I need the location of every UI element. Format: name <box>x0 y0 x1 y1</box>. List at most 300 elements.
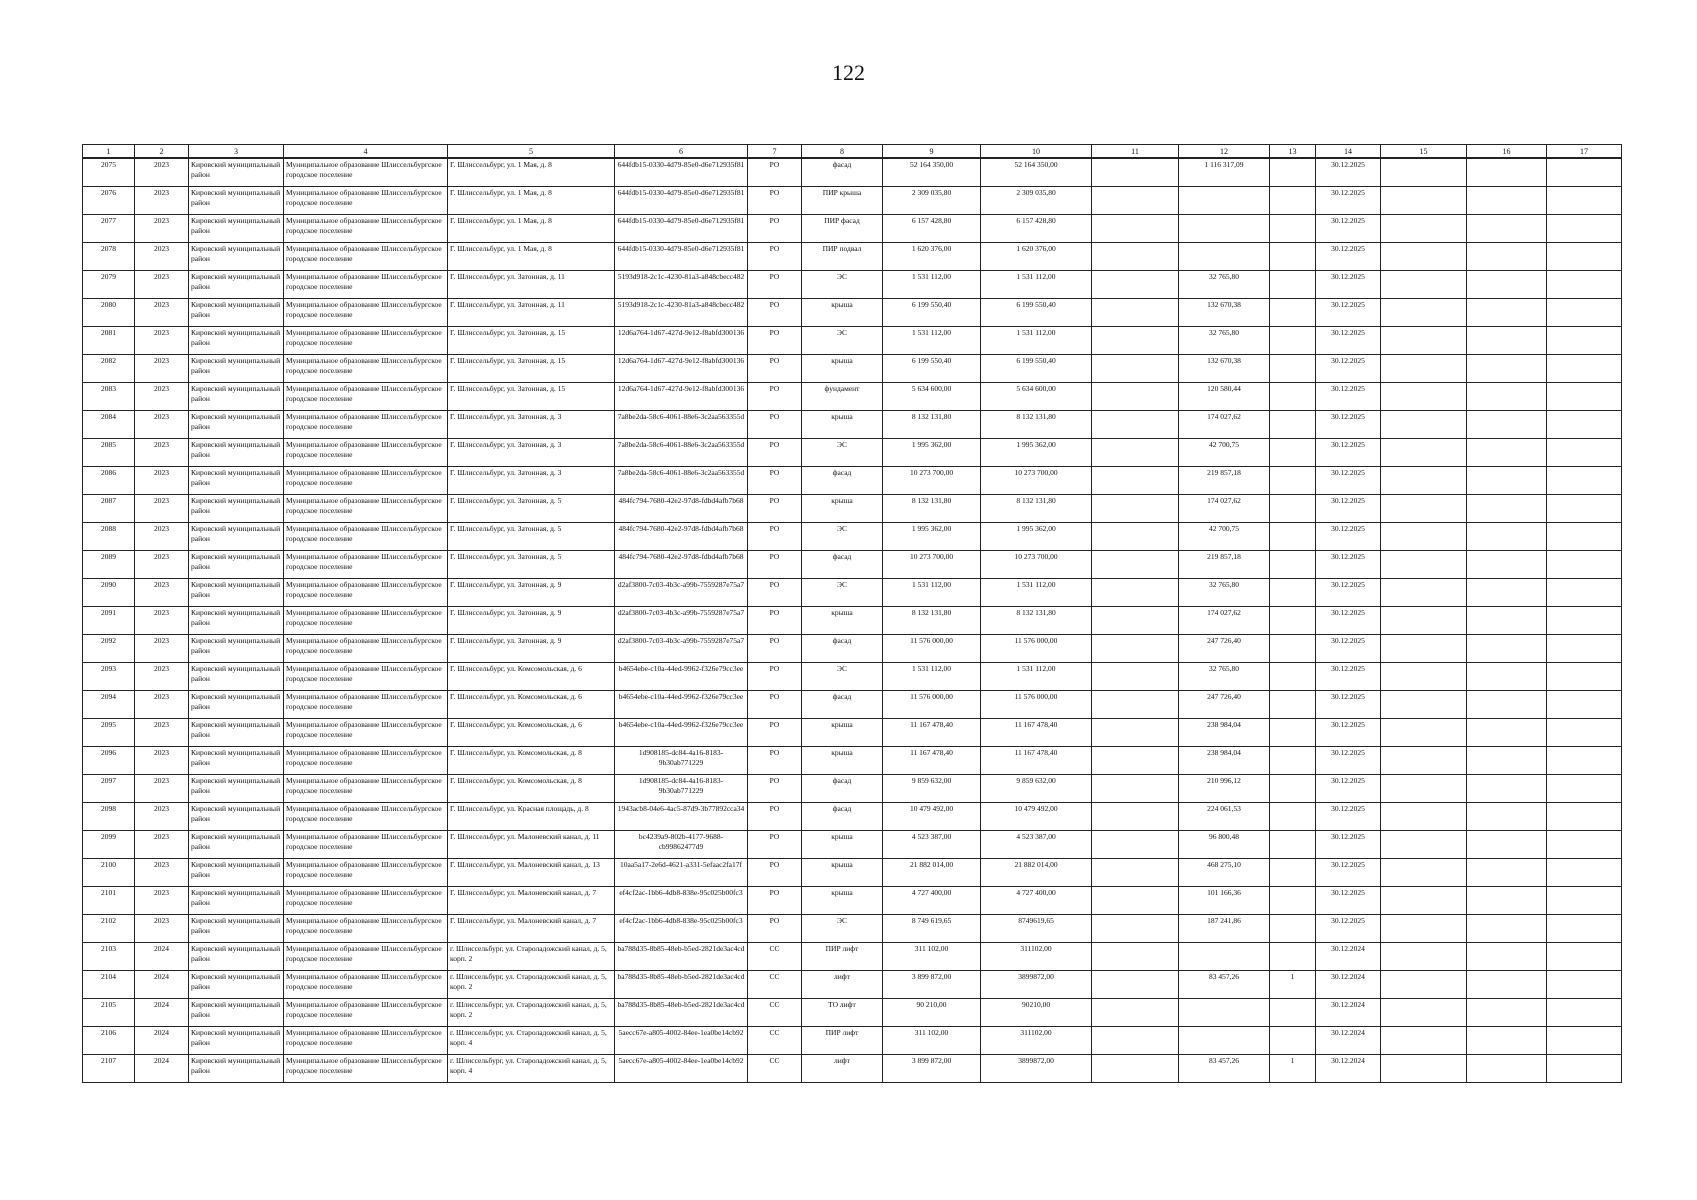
cell-house-guid: d2af3800-7c03-4b3c-a99b-7559287e75a7 <box>615 607 748 635</box>
cell-col-17 <box>1547 158 1622 187</box>
cell-house-guid: 10aa5a17-2e6d-4621-a331-5efaac2fa17f <box>615 859 748 887</box>
cell-col-15 <box>1381 999 1467 1027</box>
column-header-3: 3 <box>189 145 284 159</box>
cell-col-15 <box>1381 859 1467 887</box>
cell-municipality: Муниципальное образование Шлиссельбургское городское поселение <box>284 327 448 355</box>
cell-district: Кировский муниципальный район <box>189 803 284 831</box>
cell-col-17 <box>1547 747 1622 775</box>
cell-address: Г. Шлиссельбург, ул. Затонная, д. 3 <box>448 439 615 467</box>
table-row <box>83 663 1622 691</box>
cell-work-type: фасад <box>802 635 883 663</box>
cell-year: 2023 <box>135 691 189 719</box>
table-row <box>83 495 1622 523</box>
cell-address: Г. Шлиссельбург, ул. Малоневский канал, д. 7 <box>448 887 615 915</box>
cell-amount: 238 984,04 <box>1179 719 1270 747</box>
cell-cost-total: 8 132 131,80 <box>981 607 1092 635</box>
cell-municipality: Муниципальное образование Шлиссельбургское городское поселение <box>284 215 448 243</box>
cell-work-type: фасад <box>802 775 883 803</box>
cell-work-type: фундамент <box>802 383 883 411</box>
column-header-8: 8 <box>802 145 883 159</box>
cell-municipality: Муниципальное образование Шлиссельбургское городское поселение <box>284 523 448 551</box>
cell-address: Г. Шлиссельбург, ул. Малоневский канал, д. 7 <box>448 915 615 943</box>
cell-work-type: ПИР подвал <box>802 243 883 271</box>
cell-year: 2023 <box>135 327 189 355</box>
cell-cost: 11 167 478,40 <box>883 719 981 747</box>
cell-municipality: Муниципальное образование Шлиссельбургское городское поселение <box>284 663 448 691</box>
column-header-1: 1 <box>83 145 135 159</box>
cell-amount <box>1179 999 1270 1027</box>
cell-col-11 <box>1092 579 1179 607</box>
cell-cost-total: 10 479 492,00 <box>981 803 1092 831</box>
table-row <box>83 355 1622 383</box>
cell-municipality: Муниципальное образование Шлиссельбургское городское поселение <box>284 719 448 747</box>
cell-cost-total: 52 164 350,00 <box>981 158 1092 187</box>
cell-cost: 4 727 400,00 <box>883 887 981 915</box>
cell-count <box>1270 999 1316 1027</box>
cell-col-15 <box>1381 551 1467 579</box>
cell-count <box>1270 943 1316 971</box>
cell-district: Кировский муниципальный район <box>189 523 284 551</box>
cell-house-guid: 12d6a764-1d67-427d-9e12-f8abfd300136 <box>615 355 748 383</box>
cell-col-11 <box>1092 158 1179 187</box>
cell-municipality: Муниципальное образование Шлиссельбургское городское поселение <box>284 747 448 775</box>
cell-row-number: 2101 <box>83 887 135 915</box>
cell-col-11 <box>1092 411 1179 439</box>
cell-col-15 <box>1381 271 1467 299</box>
cell-row-number: 2104 <box>83 971 135 999</box>
cell-district: Кировский муниципальный район <box>189 635 284 663</box>
cell-cost: 11 167 478,40 <box>883 747 981 775</box>
cell-deadline: 30.12.2025 <box>1316 579 1381 607</box>
cell-col-16 <box>1467 355 1547 383</box>
cell-col-17 <box>1547 1027 1622 1055</box>
cell-count <box>1270 439 1316 467</box>
cell-work-type: крыша <box>802 495 883 523</box>
cell-year: 2023 <box>135 635 189 663</box>
cell-col-15 <box>1381 831 1467 859</box>
cell-col-11 <box>1092 999 1179 1027</box>
cell-row-number: 2096 <box>83 747 135 775</box>
cell-col-15 <box>1381 607 1467 635</box>
cell-col-15 <box>1381 355 1467 383</box>
table-row <box>83 831 1622 859</box>
cell-year: 2023 <box>135 495 189 523</box>
cell-district: Кировский муниципальный район <box>189 551 284 579</box>
cell-cost: 1 995 362,00 <box>883 523 981 551</box>
cell-house-guid: 7a8be2da-58c6-4061-88e6-3c2aa563355d <box>615 411 748 439</box>
cell-municipality: Муниципальное образование Шлиссельбургское городское поселение <box>284 495 448 523</box>
cell-col-15 <box>1381 747 1467 775</box>
cell-municipality: Муниципальное образование Шлиссельбургское городское поселение <box>284 1055 448 1083</box>
cell-address: Г. Шлиссельбург, ул. Малоневский канал, д. 13 <box>448 859 615 887</box>
cell-count <box>1270 663 1316 691</box>
cell-municipality: Муниципальное образование Шлиссельбургское городское поселение <box>284 551 448 579</box>
cell-amount: 83 457,26 <box>1179 1055 1270 1083</box>
cell-cost-total: 3899872,00 <box>981 1055 1092 1083</box>
cell-address: Г. Шлиссельбург, ул. Затонная, д. 11 <box>448 271 615 299</box>
cell-municipality: Муниципальное образование Шлиссельбургское городское поселение <box>284 971 448 999</box>
cell-type: РО <box>748 775 802 803</box>
cell-year: 2024 <box>135 999 189 1027</box>
cell-cost: 10 273 700,00 <box>883 551 981 579</box>
cell-cost: 2 309 035,80 <box>883 187 981 215</box>
cell-deadline: 30.12.2025 <box>1316 271 1381 299</box>
cell-cost-total: 10 273 700,00 <box>981 467 1092 495</box>
cell-type: РО <box>748 243 802 271</box>
table-row <box>83 943 1622 971</box>
cell-cost: 3 899 872,00 <box>883 1055 981 1083</box>
cell-house-guid: ba788d35-8b85-48eb-b5ed-2821de3ac4cd <box>615 999 748 1027</box>
cell-type: РО <box>748 859 802 887</box>
cell-house-guid: 12d6a764-1d67-427d-9e12-f8abfd300136 <box>615 383 748 411</box>
cell-count <box>1270 327 1316 355</box>
cell-col-16 <box>1467 971 1547 999</box>
cell-type: РО <box>748 887 802 915</box>
cell-col-15 <box>1381 411 1467 439</box>
table-row <box>83 383 1622 411</box>
cell-amount: 42 700,75 <box>1179 523 1270 551</box>
cell-district: Кировский муниципальный район <box>189 607 284 635</box>
cell-type: РО <box>748 271 802 299</box>
cell-col-16 <box>1467 299 1547 327</box>
cell-count <box>1270 523 1316 551</box>
table-row <box>83 1055 1622 1083</box>
cell-type: СС <box>748 943 802 971</box>
cell-col-11 <box>1092 439 1179 467</box>
cell-col-11 <box>1092 327 1179 355</box>
cell-house-guid: 5193d918-2c1c-4230-81a3-a848cbecc482 <box>615 299 748 327</box>
cell-row-number: 2087 <box>83 495 135 523</box>
cell-col-15 <box>1381 215 1467 243</box>
cell-work-type: крыша <box>802 887 883 915</box>
cell-amount: 174 027,62 <box>1179 495 1270 523</box>
cell-district: Кировский муниципальный район <box>189 747 284 775</box>
cell-district: Кировский муниципальный район <box>189 411 284 439</box>
table-row <box>83 299 1622 327</box>
cell-year: 2023 <box>135 915 189 943</box>
cell-work-type: ЭС <box>802 579 883 607</box>
column-header-11: 11 <box>1092 145 1179 159</box>
cell-col-17 <box>1547 243 1622 271</box>
cell-amount <box>1179 243 1270 271</box>
table-row <box>83 187 1622 215</box>
cell-cost-total: 11 167 478,40 <box>981 747 1092 775</box>
cell-row-number: 2084 <box>83 411 135 439</box>
table-header-row <box>83 145 1622 159</box>
cell-municipality: Муниципальное образование Шлиссельбургское городское поселение <box>284 439 448 467</box>
cell-deadline: 30.12.2024 <box>1316 1027 1381 1055</box>
cell-type: РО <box>748 215 802 243</box>
cell-district: Кировский муниципальный район <box>189 355 284 383</box>
cell-district: Кировский муниципальный район <box>189 943 284 971</box>
cell-count <box>1270 607 1316 635</box>
cell-address: г. Шлиссельбург, ул. Староладожский канал, д. 5, корп. 4 <box>448 1055 615 1083</box>
cell-amount: 132 670,38 <box>1179 299 1270 327</box>
cell-house-guid: ef4cf2ac-1bb6-4db8-838e-95c025b00fc3 <box>615 915 748 943</box>
cell-house-guid: 5aecc67e-a805-4002-84ee-1ea0be14cb92 <box>615 1055 748 1083</box>
cell-count <box>1270 187 1316 215</box>
cell-col-17 <box>1547 915 1622 943</box>
cell-row-number: 2102 <box>83 915 135 943</box>
cell-cost-total: 311102,00 <box>981 1027 1092 1055</box>
cell-house-guid: 484fc794-7680-42e2-97d8-fdbd4afb7b68 <box>615 495 748 523</box>
cell-row-number: 2100 <box>83 859 135 887</box>
cell-municipality: Муниципальное образование Шлиссельбургское городское поселение <box>284 915 448 943</box>
cell-col-17 <box>1547 803 1622 831</box>
cell-municipality: Муниципальное образование Шлиссельбургское городское поселение <box>284 355 448 383</box>
cell-cost-total: 11 576 000,00 <box>981 635 1092 663</box>
cell-year: 2024 <box>135 1027 189 1055</box>
cell-district: Кировский муниципальный район <box>189 271 284 299</box>
cell-col-15 <box>1381 158 1467 187</box>
cell-cost: 1 531 112,00 <box>883 663 981 691</box>
cell-col-15 <box>1381 691 1467 719</box>
cell-cost-total: 1 995 362,00 <box>981 523 1092 551</box>
cell-cost-total: 311102,00 <box>981 943 1092 971</box>
cell-house-guid: ba788d35-8b85-48eb-b5ed-2821de3ac4cd <box>615 943 748 971</box>
cell-municipality: Муниципальное образование Шлиссельбургское городское поселение <box>284 831 448 859</box>
cell-col-16 <box>1467 411 1547 439</box>
cell-count <box>1270 411 1316 439</box>
cell-count <box>1270 1027 1316 1055</box>
cell-deadline: 30.12.2025 <box>1316 691 1381 719</box>
cell-cost-total: 3899872,00 <box>981 971 1092 999</box>
cell-address: Г. Шлиссельбург, ул. Затонная, д. 9 <box>448 607 615 635</box>
cell-col-11 <box>1092 215 1179 243</box>
cell-year: 2023 <box>135 775 189 803</box>
cell-work-type: фасад <box>802 467 883 495</box>
cell-row-number: 2091 <box>83 607 135 635</box>
cell-count: 1 <box>1270 1055 1316 1083</box>
cell-work-type: крыша <box>802 299 883 327</box>
cell-municipality: Муниципальное образование Шлиссельбургское городское поселение <box>284 775 448 803</box>
cell-deadline: 30.12.2024 <box>1316 943 1381 971</box>
cell-col-17 <box>1547 775 1622 803</box>
cell-col-17 <box>1547 887 1622 915</box>
column-header-15: 15 <box>1381 145 1467 159</box>
cell-year: 2023 <box>135 579 189 607</box>
cell-year: 2023 <box>135 243 189 271</box>
cell-type: СС <box>748 999 802 1027</box>
cell-amount: 32 765,80 <box>1179 327 1270 355</box>
cell-deadline: 30.12.2025 <box>1316 439 1381 467</box>
cell-year: 2023 <box>135 215 189 243</box>
cell-year: 2023 <box>135 803 189 831</box>
cell-type: РО <box>748 607 802 635</box>
cell-district: Кировский муниципальный район <box>189 158 284 187</box>
cell-col-15 <box>1381 495 1467 523</box>
cell-work-type: крыша <box>802 719 883 747</box>
cell-address: Г. Шлиссельбург, ул. Комсомольская, д. 6 <box>448 663 615 691</box>
cell-district: Кировский муниципальный район <box>189 495 284 523</box>
cell-row-number: 2103 <box>83 943 135 971</box>
cell-house-guid: 1943acb8-04e6-4ac5-87d9-3b77892cca34 <box>615 803 748 831</box>
cell-cost-total: 2 309 035,80 <box>981 187 1092 215</box>
cell-col-16 <box>1467 1027 1547 1055</box>
cell-work-type: ЭС <box>802 663 883 691</box>
cell-cost-total: 6 157 428,80 <box>981 215 1092 243</box>
cell-year: 2023 <box>135 467 189 495</box>
cell-work-type: фасад <box>802 551 883 579</box>
cell-house-guid: 644fdb15-0330-4d79-85e0-d6e712935f81 <box>615 243 748 271</box>
cell-col-16 <box>1467 831 1547 859</box>
cell-row-number: 2083 <box>83 383 135 411</box>
cell-address: Г. Шлиссельбург, ул. Затонная, д. 3 <box>448 411 615 439</box>
cell-col-16 <box>1467 719 1547 747</box>
cell-cost-total: 1 995 362,00 <box>981 439 1092 467</box>
cell-municipality: Муниципальное образование Шлиссельбургское городское поселение <box>284 943 448 971</box>
cell-work-type: крыша <box>802 355 883 383</box>
cell-count <box>1270 467 1316 495</box>
table-row <box>83 411 1622 439</box>
table-row <box>83 439 1622 467</box>
cell-count <box>1270 215 1316 243</box>
cell-amount: 219 857,18 <box>1179 551 1270 579</box>
cell-amount: 238 984,04 <box>1179 747 1270 775</box>
cell-cost: 1 995 362,00 <box>883 439 981 467</box>
cell-deadline: 30.12.2025 <box>1316 607 1381 635</box>
cell-col-11 <box>1092 831 1179 859</box>
cell-row-number: 2081 <box>83 327 135 355</box>
cell-col-11 <box>1092 915 1179 943</box>
cell-municipality: Муниципальное образование Шлиссельбургское городское поселение <box>284 299 448 327</box>
cell-deadline: 30.12.2025 <box>1316 859 1381 887</box>
cell-count <box>1270 383 1316 411</box>
cell-cost: 3 899 872,00 <box>883 971 981 999</box>
cell-col-15 <box>1381 243 1467 271</box>
cell-municipality: Муниципальное образование Шлиссельбургское городское поселение <box>284 467 448 495</box>
cell-amount: 247 726,40 <box>1179 635 1270 663</box>
cell-col-15 <box>1381 887 1467 915</box>
cell-municipality: Муниципальное образование Шлиссельбургское городское поселение <box>284 187 448 215</box>
cell-col-17 <box>1547 1055 1622 1083</box>
cell-col-17 <box>1547 719 1622 747</box>
cell-year: 2023 <box>135 859 189 887</box>
cell-municipality: Муниципальное образование Шлиссельбургское городское поселение <box>284 999 448 1027</box>
cell-cost: 8 132 131,80 <box>883 495 981 523</box>
cell-amount <box>1179 215 1270 243</box>
cell-col-11 <box>1092 1027 1179 1055</box>
table-row <box>83 243 1622 271</box>
cell-row-number: 2092 <box>83 635 135 663</box>
cell-work-type: ЭС <box>802 327 883 355</box>
cell-cost-total: 21 882 014,00 <box>981 859 1092 887</box>
cell-address: Г. Шлиссельбург, ул. 1 Мая, д. 8 <box>448 243 615 271</box>
column-header-5: 5 <box>448 145 615 159</box>
cell-cost: 9 859 632,00 <box>883 775 981 803</box>
table-body <box>83 158 1622 1083</box>
cell-amount: 32 765,80 <box>1179 271 1270 299</box>
cell-cost-total: 8749619,65 <box>981 915 1092 943</box>
cell-col-15 <box>1381 1027 1467 1055</box>
cell-col-17 <box>1547 635 1622 663</box>
cell-year: 2023 <box>135 187 189 215</box>
cell-col-17 <box>1547 215 1622 243</box>
cell-type: РО <box>748 187 802 215</box>
cell-col-11 <box>1092 775 1179 803</box>
cell-row-number: 2099 <box>83 831 135 859</box>
cell-house-guid: 1d908185-dc84-4a16-8183-9b30ab771229 <box>615 747 748 775</box>
cell-row-number: 2105 <box>83 999 135 1027</box>
cell-col-16 <box>1467 327 1547 355</box>
cell-cost: 10 273 700,00 <box>883 467 981 495</box>
cell-type: РО <box>748 915 802 943</box>
table-row <box>83 775 1622 803</box>
cell-col-15 <box>1381 327 1467 355</box>
cell-house-guid: b4654ebe-c10a-44ed-9962-f326e79cc3ee <box>615 691 748 719</box>
cell-col-16 <box>1467 775 1547 803</box>
cell-type: РО <box>748 383 802 411</box>
cell-cost-total: 6 199 550,40 <box>981 355 1092 383</box>
cell-deadline: 30.12.2025 <box>1316 495 1381 523</box>
cell-col-11 <box>1092 1055 1179 1083</box>
cell-municipality: Муниципальное образование Шлиссельбургское городское поселение <box>284 803 448 831</box>
cell-type: РО <box>748 579 802 607</box>
cell-address: г. Шлиссельбург, ул. Староладожский канал, д. 5, корп. 2 <box>448 943 615 971</box>
cell-amount: 187 241,86 <box>1179 915 1270 943</box>
cell-count <box>1270 831 1316 859</box>
cell-house-guid: d2af3800-7c03-4b3c-a99b-7559287e75a7 <box>615 635 748 663</box>
column-header-12: 12 <box>1179 145 1270 159</box>
cell-address: Г. Шлиссельбург, ул. Затонная, д. 9 <box>448 579 615 607</box>
cell-col-11 <box>1092 271 1179 299</box>
cell-col-17 <box>1547 355 1622 383</box>
cell-row-number: 2089 <box>83 551 135 579</box>
table-row <box>83 803 1622 831</box>
cell-col-16 <box>1467 663 1547 691</box>
cell-col-17 <box>1547 299 1622 327</box>
cell-municipality: Муниципальное образование Шлиссельбургское городское поселение <box>284 579 448 607</box>
cell-count <box>1270 747 1316 775</box>
cell-cost: 90 210,00 <box>883 999 981 1027</box>
cell-row-number: 2080 <box>83 299 135 327</box>
cell-amount: 174 027,62 <box>1179 411 1270 439</box>
cell-type: РО <box>748 158 802 187</box>
cell-house-guid: 1d908185-dc84-4a16-8183-9b30ab771229 <box>615 775 748 803</box>
cell-address: Г. Шлиссельбург, ул. 1 Мая, д. 8 <box>448 187 615 215</box>
cell-address: Г. Шлиссельбург, ул. Комсомольская, д. 6 <box>448 691 615 719</box>
cell-district: Кировский муниципальный район <box>189 691 284 719</box>
column-header-16: 16 <box>1467 145 1547 159</box>
cell-house-guid: bc4239a9-802b-4177-9688-cb99862477d9 <box>615 831 748 859</box>
cell-col-16 <box>1467 607 1547 635</box>
cell-cost-total: 11 576 000,00 <box>981 691 1092 719</box>
cell-address: г. Шлиссельбург, ул. Староладожский канал, д. 5, корп. 4 <box>448 1027 615 1055</box>
cell-col-15 <box>1381 775 1467 803</box>
cell-deadline: 30.12.2025 <box>1316 831 1381 859</box>
cell-address: Г. Шлиссельбург, ул. Затонная, д. 15 <box>448 327 615 355</box>
cell-year: 2023 <box>135 271 189 299</box>
cell-district: Кировский муниципальный район <box>189 187 284 215</box>
cell-year: 2023 <box>135 158 189 187</box>
column-header-9: 9 <box>883 145 981 159</box>
cell-col-15 <box>1381 579 1467 607</box>
cell-year: 2023 <box>135 607 189 635</box>
cell-amount <box>1179 943 1270 971</box>
cell-col-11 <box>1092 299 1179 327</box>
column-header-10: 10 <box>981 145 1092 159</box>
table-row <box>83 999 1622 1027</box>
cell-col-16 <box>1467 383 1547 411</box>
cell-municipality: Муниципальное образование Шлиссельбургское городское поселение <box>284 607 448 635</box>
cell-amount: 42 700,75 <box>1179 439 1270 467</box>
table-row <box>83 551 1622 579</box>
cell-col-17 <box>1547 523 1622 551</box>
cell-year: 2023 <box>135 887 189 915</box>
cell-col-17 <box>1547 579 1622 607</box>
cell-cost: 11 576 000,00 <box>883 635 981 663</box>
cell-col-16 <box>1467 747 1547 775</box>
